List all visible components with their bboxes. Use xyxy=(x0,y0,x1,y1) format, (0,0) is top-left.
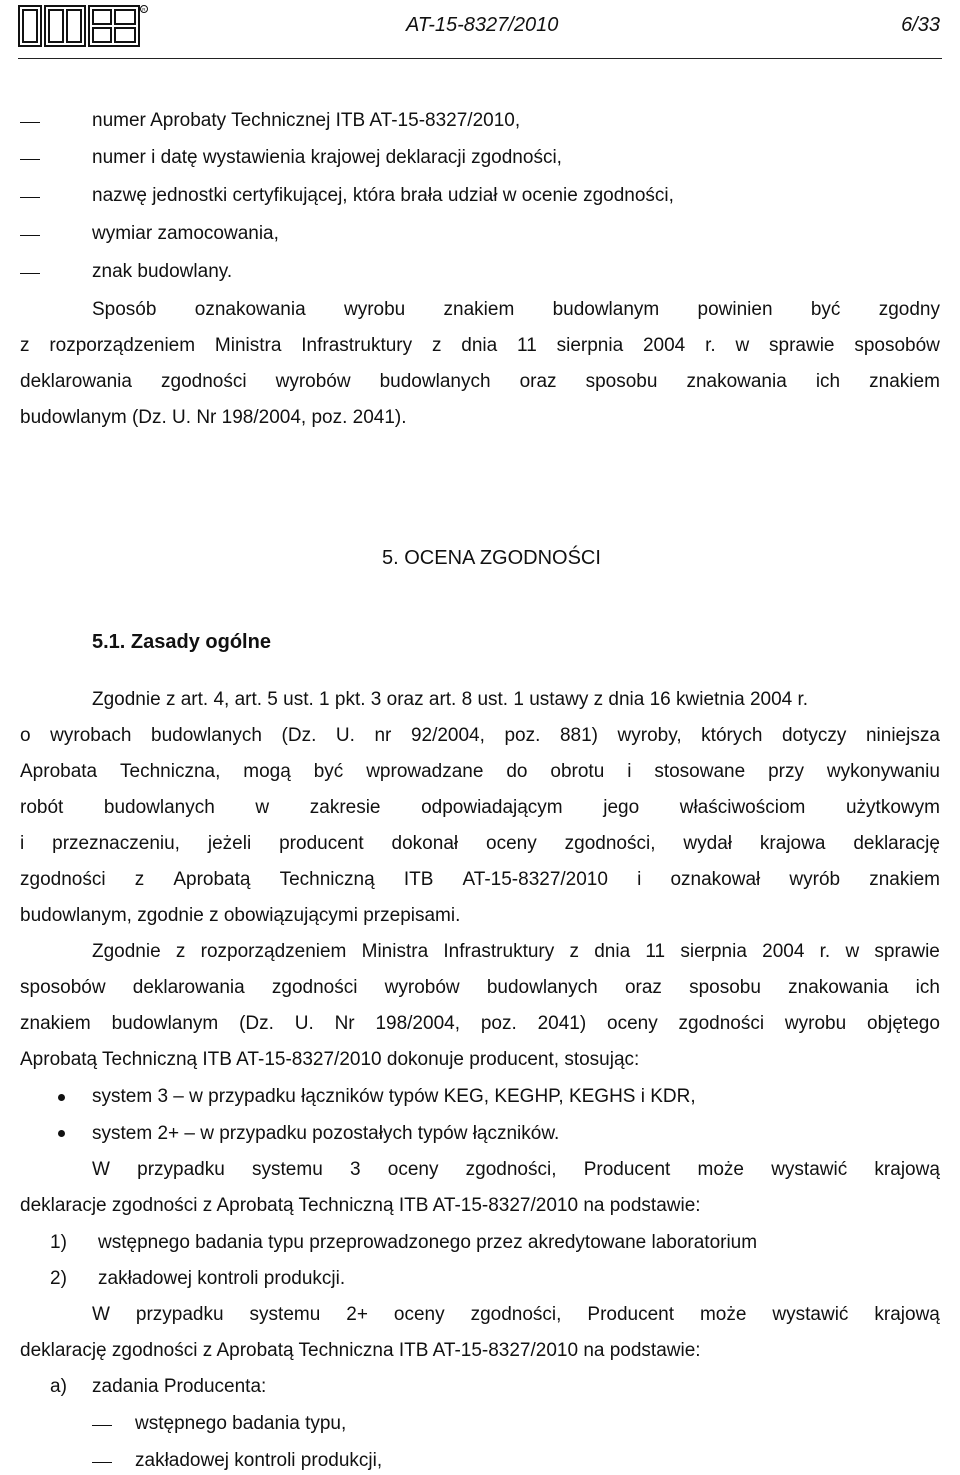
word: 11 xyxy=(517,335,537,356)
paragraph-line xyxy=(20,761,940,783)
word: oceny xyxy=(393,1304,445,1325)
word: w xyxy=(255,797,270,818)
word: sposobów xyxy=(20,977,106,998)
word: przy xyxy=(768,761,804,782)
word: może xyxy=(697,1159,744,1180)
word: ich xyxy=(815,371,841,392)
word: zgodności xyxy=(161,371,247,392)
paragraph-line: Zgodnie z art. 4, art. 5 ust. 1 pkt. 3 oraz art. 8 ust. 1 ustawy z dnia 16 kwietnia 2004 r. xyxy=(92,689,809,710)
word: wyrobach xyxy=(50,725,132,746)
word: sposobu xyxy=(585,371,658,392)
dash-bullet-icon xyxy=(92,1462,112,1463)
word: Techniczną xyxy=(279,869,375,890)
word: wydał xyxy=(683,833,732,854)
word: znakowania xyxy=(686,371,787,392)
word: deklarowania xyxy=(20,371,132,392)
word: W xyxy=(92,1304,110,1325)
word: Nr xyxy=(334,1013,355,1034)
word: budowlanych xyxy=(379,371,491,392)
word: użytkowym xyxy=(845,797,940,818)
word: producent xyxy=(279,833,364,854)
word: systemu xyxy=(252,1159,323,1180)
word: oceny xyxy=(387,1159,439,1180)
word: (Dz. xyxy=(281,725,317,746)
word: zgodności xyxy=(678,1013,765,1034)
word: wykonywaniu xyxy=(826,761,940,782)
word: deklarowania xyxy=(132,977,245,998)
word: oraz xyxy=(519,371,557,392)
word: r. xyxy=(819,941,831,962)
list-number: 1) xyxy=(50,1232,67,1253)
word: 11 xyxy=(645,941,666,962)
word: odpowiadającym xyxy=(421,797,563,818)
list-letter: a) xyxy=(50,1376,67,1397)
word: (Dz. xyxy=(239,1013,274,1034)
dash-bullet-icon xyxy=(92,1425,112,1426)
word: r. xyxy=(705,335,716,356)
paragraph-line xyxy=(20,797,940,819)
paragraph-line xyxy=(20,1013,940,1035)
word: z xyxy=(175,941,186,962)
section-title: 5. OCENA ZGODNOŚCI xyxy=(382,547,601,569)
dash-bullet-icon xyxy=(20,235,40,236)
word: rozporządzeniem xyxy=(49,335,196,356)
list-item: zakładowej kontroli produkcji. xyxy=(98,1268,346,1289)
word: z xyxy=(20,335,30,356)
page-header xyxy=(0,0,960,58)
document-page: R AT-15-8327/2010 6/33 numer Aprobaty Technicznej ITB AT-15-8327/2010, numer i datę wystawienia krajowej deklaracji zgodności, nazwę jednostki certyfikującej, która brała udział w ocenie zgodności, wymiar zamocowania, znak budowlany. Sposób oznakowania wyrobu znakiem budowlanym powinien być zgodny z rozporządzeniem Ministra Infrastruktury z dnia 11 sierpnia 2004 r. w sprawie sposobów deklarowania zgodności wyrobów budowlanych oraz sposobu znakowania ich znakiem budowlanym (Dz. U. Nr 198/2004, poz. 2041). 5. OCENA ZGODNOŚCI 5.1. Zasady ogólne Zgodnie z art. 4, art. 5 ust. 1 pkt. 3 oraz art. 8 ust. 1 ustawy z dnia 16 kwietnia 2004 r. o wyrobach budowlanych (Dz. U. nr 92/2004, poz. 881) wyroby, których dotyczy niniejsza Aprobata Techniczna, mogą być wprowadzane do obrotu i stosowane przy wykonywaniu robót budowlanych w zakresie odpowiadającym jego właściwościom użytkowym i przeznaczeniu, jeżeli producent dokonał oceny zgodności, wydał krajowa deklarację zgodności z Aprobatą Techniczną ITB AT-15-8327/2010 i oznakował wyrób znakiem budowlanym, zgodnie z obowiązującymi przepisami. Zgodnie z rozporządzeniem Ministra Infrastruktury z dnia 11 sierpnia 2004 r. w sprawie sposobów deklarowania zgodności wyrobów budowlanych oraz sposobu znakowania ich znakiem budowlanym (Dz. U. Nr 198/2004, poz. 2041) oceny zgodności wyrobu objętego Aprobatą Techniczną ITB AT-15-8327/2010 dokonuje producent, stosując: system 3 – w przypadku łączników typów KEG, KEGHP, KEGHS i KDR, system 2+ – w przypadku pozostałych typów łączników. W przypadku systemu 3 oceny zgodności, Producent może wystawić krajową deklaracje zgodności z Aprobatą Techniczną ITB AT-15-8327/2010 na podstawie: 1) wstępnego badania typu przeprowadzonego przez akredytowane laboratorium 2) zakładowej kontroli produkcji. W przypadku systemu 2+ oceny zgodności, Producent może wystawić krajową deklarację zgodności z Aprobatą Techniczna ITB AT-15-8327/2010 na podstawie: a) zadania Producenta: wstępnego badania typu, zakładowej kontroli produkcji, xyxy=(0,0,960,1475)
paragraph-line xyxy=(20,371,940,393)
word: jego xyxy=(603,797,640,818)
word: znakiem xyxy=(869,869,940,890)
word: w xyxy=(845,941,860,962)
list-item: wstępnego badania typu przeprowadzonego przez akredytowane laboratorium xyxy=(98,1232,758,1253)
paragraph-line xyxy=(20,833,940,855)
list-number: 2) xyxy=(50,1268,67,1289)
bullet-dot-icon xyxy=(58,1094,65,1101)
word: Ministra xyxy=(361,941,429,962)
word: właściwościom xyxy=(679,797,806,818)
word: wyrobów xyxy=(384,977,460,998)
list-item: system 2+ – w przypadku pozostałych typów łączników. xyxy=(92,1123,560,1144)
svg-text:R: R xyxy=(142,6,146,12)
word: U. xyxy=(335,725,355,746)
word: wyrobów xyxy=(275,371,351,392)
word: przypadku xyxy=(137,1159,225,1180)
word: wyrobu xyxy=(343,299,406,320)
word: poz. xyxy=(504,725,541,746)
word: może xyxy=(699,1304,747,1325)
word: wystawić xyxy=(772,1304,849,1325)
word: przypadku xyxy=(135,1304,224,1325)
list-item: zadania Producenta: xyxy=(92,1376,267,1397)
word: 92/2004, xyxy=(410,725,485,746)
paragraph-line xyxy=(20,869,940,891)
word: przeznaczeniu, xyxy=(52,833,180,854)
word: zgodności, xyxy=(465,1159,557,1180)
word: znakiem xyxy=(20,1013,91,1034)
word: Producent xyxy=(587,1304,675,1325)
word: zgodności, xyxy=(564,833,656,854)
word: z xyxy=(431,335,442,356)
word: o xyxy=(20,725,31,746)
word: 3 xyxy=(349,1159,361,1180)
word: powinien xyxy=(697,299,773,320)
itb-logo-icon xyxy=(18,4,148,48)
word: 2+ xyxy=(346,1304,368,1325)
word: zgodności xyxy=(20,869,106,890)
word: budowlanych xyxy=(486,977,598,998)
paragraph-line xyxy=(20,335,940,357)
paragraph-line: budowlanym, zgodnie z obowiązującymi przepisami. xyxy=(20,905,461,926)
word: 2041) xyxy=(537,1013,587,1034)
word: wystawić xyxy=(771,1159,848,1180)
word: Aprobata xyxy=(20,761,98,782)
dash-bullet-icon xyxy=(20,159,40,160)
word: znakiem xyxy=(443,299,515,320)
word: robót xyxy=(20,797,64,818)
word: z xyxy=(134,869,145,890)
word: zgodności, xyxy=(470,1304,562,1325)
word: budowlanym xyxy=(552,299,660,320)
word: zgodny xyxy=(878,299,940,320)
list-item: system 3 – w przypadku łączników typów KEG, KEGHP, KEGHS i KDR, xyxy=(92,1086,696,1107)
word: stosowane xyxy=(654,761,746,782)
word: oznakowania xyxy=(194,299,306,320)
word: ich xyxy=(915,977,940,998)
subsection-title: 5.1. Zasady ogólne xyxy=(92,631,271,653)
word: objętego xyxy=(867,1013,940,1034)
word: oraz xyxy=(624,977,662,998)
word: zgodności xyxy=(271,977,358,998)
word: oceny xyxy=(486,833,537,854)
word: z xyxy=(569,941,579,962)
word: 198/2004, xyxy=(375,1013,460,1034)
word: Infrastruktury xyxy=(443,941,555,962)
word: wyrób xyxy=(789,869,841,890)
word: zakresie xyxy=(309,797,381,818)
word: 2004 xyxy=(762,941,805,962)
word: 881) xyxy=(559,725,598,746)
bullet-dot-icon xyxy=(58,1130,65,1137)
word: Producent xyxy=(583,1159,671,1180)
word: w xyxy=(735,335,750,356)
page-number: 6/33 xyxy=(901,14,940,36)
word: Ministra xyxy=(214,335,282,356)
word: Infrastruktury xyxy=(301,335,413,356)
dash-bullet-icon xyxy=(20,273,40,274)
paragraph-line: deklarację zgodności z Aprobatą Techniczna ITB AT-15-8327/2010 na podstawie: xyxy=(20,1340,701,1361)
word: AT-15-8327/2010 xyxy=(462,869,608,890)
word: mogą xyxy=(243,761,291,782)
word: dokonał xyxy=(391,833,459,854)
word: budowlanych xyxy=(151,725,262,746)
paragraph-line: Aprobatą Techniczną ITB AT-15-8327/2010 dokonuje producent, stosując: xyxy=(20,1049,640,1070)
word: W xyxy=(92,1159,110,1180)
word: Aprobatą xyxy=(173,869,251,890)
word: oceny xyxy=(607,1013,658,1034)
word: Sposób xyxy=(92,299,157,320)
word: sposobu xyxy=(689,977,761,998)
word: krajowa xyxy=(759,833,826,854)
word: dnia xyxy=(461,335,498,356)
document-code: AT-15-8327/2010 xyxy=(406,14,559,36)
word: wprowadzane xyxy=(366,761,484,782)
word: sprawie xyxy=(769,335,835,356)
word: 2004 xyxy=(642,335,686,356)
word: poz. xyxy=(480,1013,517,1034)
word: sprawie xyxy=(874,941,940,962)
header-divider xyxy=(18,58,942,59)
paragraph-line xyxy=(92,941,940,963)
word: i xyxy=(20,833,25,854)
word: jeżeli xyxy=(207,833,252,854)
word: dnia xyxy=(594,941,631,962)
word: krajową xyxy=(874,1159,940,1180)
word: znakiem xyxy=(869,371,940,392)
paragraph-line: budowlanym (Dz. U. Nr 198/2004, poz. 2041). xyxy=(20,407,407,428)
paragraph-line xyxy=(92,299,940,321)
word: Zgodnie xyxy=(92,941,161,962)
paragraph-line xyxy=(92,1159,940,1181)
word: ITB xyxy=(403,869,434,890)
word: budowlanych xyxy=(103,797,215,818)
word: być xyxy=(313,761,344,782)
word: dotyczy xyxy=(781,725,847,746)
word: systemu xyxy=(249,1304,321,1325)
paragraph-line xyxy=(20,977,940,999)
word: sierpnia xyxy=(556,335,624,356)
word: sposobów xyxy=(854,335,940,356)
word: obrotu xyxy=(550,761,605,782)
dash-bullet-icon xyxy=(20,197,40,198)
word: i xyxy=(627,761,632,782)
word: do xyxy=(506,761,528,782)
word: nr xyxy=(374,725,392,746)
word: deklarację xyxy=(853,833,940,854)
dash-bullet-icon xyxy=(20,122,40,123)
word: być xyxy=(810,299,841,320)
word: Techniczna, xyxy=(120,761,221,782)
word: sierpnia xyxy=(680,941,747,962)
word: wyroby, xyxy=(617,725,682,746)
word: i xyxy=(637,869,642,890)
word: budowlanym xyxy=(111,1013,219,1034)
paragraph-line xyxy=(92,1304,940,1326)
paragraph-line xyxy=(20,725,940,747)
word: oznakował xyxy=(670,869,761,890)
word: rozporządzeniem xyxy=(200,941,347,962)
word: znakowania xyxy=(788,977,889,998)
word: U. xyxy=(294,1013,314,1034)
word: niniejsza xyxy=(865,725,940,746)
word: krajową xyxy=(874,1304,940,1325)
word: wyrobu xyxy=(784,1013,847,1034)
paragraph-line: deklaracje zgodności z Aprobatą Techniczną ITB AT-15-8327/2010 na podstawie: xyxy=(20,1195,701,1216)
word: których xyxy=(701,725,763,746)
